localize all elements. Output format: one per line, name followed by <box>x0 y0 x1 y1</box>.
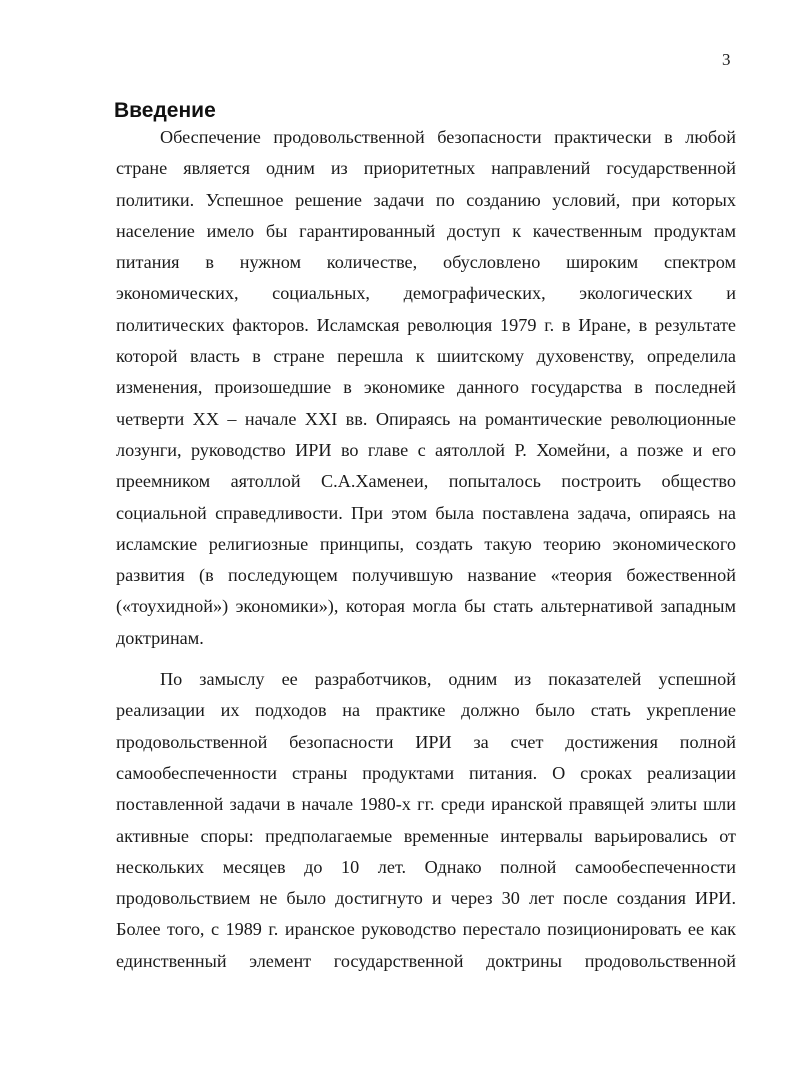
paragraph-gap <box>116 654 736 664</box>
text-line: («тоухидной») экономики»), которая могла бы стать альтернативой западным <box>116 596 736 617</box>
text-line: По замыслу ее разработчиков, одним из показателей успешной <box>160 669 736 690</box>
text-line: реализации их подходов на практике должно было стать укрепление <box>116 700 736 721</box>
text-line: социальной справедливости. При этом была поставлена задача, опираясь на <box>116 502 736 523</box>
text-line: которой власть в стране перешла к шиитскому духовенству, определила <box>116 346 736 367</box>
section-heading: Введение <box>114 99 216 122</box>
text-line: поставленной задачи в начале 1980-х гг. среди иранской правящей элиты шли <box>116 794 736 815</box>
body-text <box>116 122 736 977</box>
text-line: стране является одним из приоритетных направлений государственной <box>116 158 736 179</box>
text-line: питания в нужном количестве, обусловлено широким спектром <box>116 252 736 273</box>
text-line: активные споры: предполагаемые временные интервалы варьировались от <box>116 825 736 846</box>
text-line: Обеспечение продовольственной безопасности практически в любой <box>160 127 736 147</box>
text-line: лозунги, руководство ИРИ во главе с аятоллой Р. Хомейни, а позже и его <box>116 439 736 460</box>
text-line: продовольствием не было достигнуто и через 30 лет после создания ИРИ. <box>116 888 736 909</box>
text-line: продовольственной безопасности ИРИ за счет достижения полной <box>116 731 736 752</box>
text-line: нескольких месяцев до 10 лет. Однако полной самообеспеченности <box>116 856 736 877</box>
text-line: преемником аятоллой С.А.Хаменеи, попыталось построить общество <box>116 471 736 492</box>
text-line: политических факторов. Исламская революция 1979 г. в Иране, в результате <box>116 314 736 335</box>
paragraph-1 <box>116 122 736 654</box>
text-line: единственный элемент государственной доктрины продовольственной <box>116 950 736 971</box>
text-line: изменения, произошедшие в экономике данного государства в последней <box>116 377 736 398</box>
text-line: исламские религиозные принципы, создать такую теорию экономического <box>116 533 736 554</box>
text-line: развития (в последующем получившую название «теория божественной <box>116 565 736 586</box>
text-line: самообеспеченности страны продуктами питания. О сроках реализации <box>116 762 736 783</box>
page-number: 3 <box>722 50 731 69</box>
text-line: четверти XX – начале XXI вв. Опираясь на романтические революционные <box>116 408 736 429</box>
text-line: Более того, с 1989 г. иранское руководство перестало позиционировать ее как <box>116 919 736 940</box>
text-line: политики. Успешное решение задачи по созданию условий, при которых <box>116 189 736 210</box>
text-line: население имело бы гарантированный доступ к качественным продуктам <box>116 220 736 241</box>
text-line: экономических, социальных, демографических, экологических и <box>116 283 736 304</box>
text-line: доктринам. <box>116 627 204 648</box>
paragraph-2 <box>116 664 736 977</box>
